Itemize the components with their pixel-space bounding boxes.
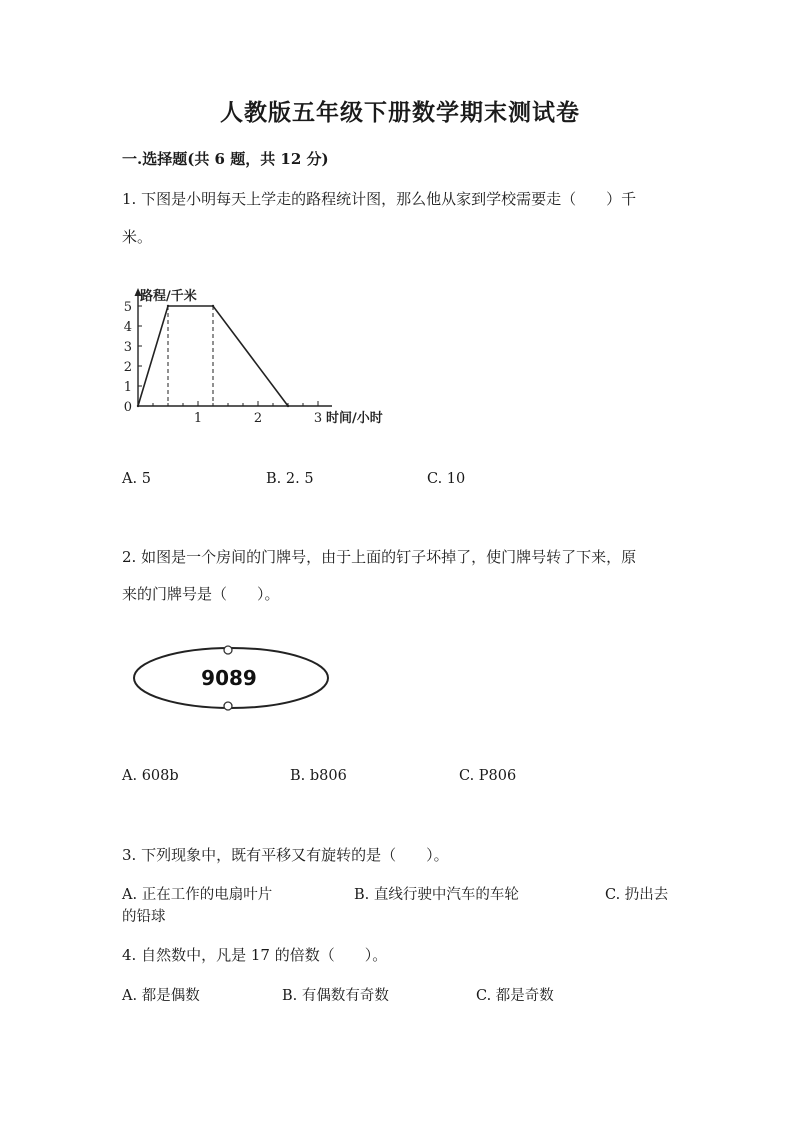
x-tick-label: 1 xyxy=(193,411,203,426)
x-tick-label: 3 xyxy=(313,411,323,426)
y-tick-label: 2 xyxy=(123,360,132,375)
page-title: 人教版五年级下册数学期末测试卷 xyxy=(220,99,580,126)
data-point xyxy=(137,405,139,407)
question-2-text-cont: 来的门牌号是（ ）。 xyxy=(122,585,280,603)
x-axis-label: 时间/小时 xyxy=(326,411,383,426)
y-tick-label: 4 xyxy=(123,320,132,335)
question-1-option-c[interactable]: C. 10 xyxy=(427,471,466,487)
question-1-text: 1. 下图是小明每天上学走的路程统计图，那么他从家到学校需要走（ ）千 xyxy=(122,190,637,208)
question-3-option-a[interactable]: A. 正在工作的电扇叶片 xyxy=(122,887,273,903)
question-3-option-b[interactable]: B. 直线行驶中汽车的车轮 xyxy=(354,887,519,903)
data-point xyxy=(167,305,169,307)
question-4-option-c[interactable]: C. 都是奇数 xyxy=(476,988,554,1004)
door-plate xyxy=(128,640,338,716)
section-heading: 一.选择题(共 6 题，共 12 分) xyxy=(122,150,329,168)
question-2-option-b[interactable]: B. b806 xyxy=(290,768,347,784)
question-2-option-a[interactable]: A. 608b xyxy=(122,768,179,784)
door-plate-nail-top xyxy=(224,646,232,654)
question-4-text: 4. 自然数中，凡是 17 的倍数（ ）。 xyxy=(122,946,388,964)
x-tick-label: 2 xyxy=(253,411,263,426)
question-3-option-c[interactable]: C. 扔出去 xyxy=(605,887,669,903)
y-tick-label: 0 xyxy=(123,400,132,415)
y-axis-label: 路程/千米 xyxy=(140,289,197,304)
question-1-option-b[interactable]: B. 2. 5 xyxy=(266,471,314,487)
distance-time-chart xyxy=(110,276,420,428)
data-point xyxy=(287,405,289,407)
question-4-option-b[interactable]: B. 有偶数有奇数 xyxy=(282,988,389,1004)
question-2-text: 2. 如图是一个房间的门牌号，由于上面的钉子坏掉了，使门牌号转了下来，原 xyxy=(122,548,637,566)
y-tick-label: 5 xyxy=(123,300,132,315)
data-point xyxy=(212,305,214,307)
y-tick-label: 1 xyxy=(123,380,132,395)
question-1-option-a[interactable]: A. 5 xyxy=(122,471,151,487)
door-plate-nail-bottom xyxy=(224,702,232,710)
question-3-option-c-cont: 的铅球 xyxy=(122,909,166,925)
door-plate-number: 9089 xyxy=(201,666,257,690)
question-2-option-c[interactable]: C. P806 xyxy=(459,768,517,784)
question-1-text-cont: 米。 xyxy=(122,228,153,246)
question-3-text: 3. 下列现象中，既有平移又有旋转的是（ ）。 xyxy=(122,846,449,864)
question-4-option-a[interactable]: A. 都是偶数 xyxy=(122,988,200,1004)
y-tick-label: 3 xyxy=(123,340,132,355)
